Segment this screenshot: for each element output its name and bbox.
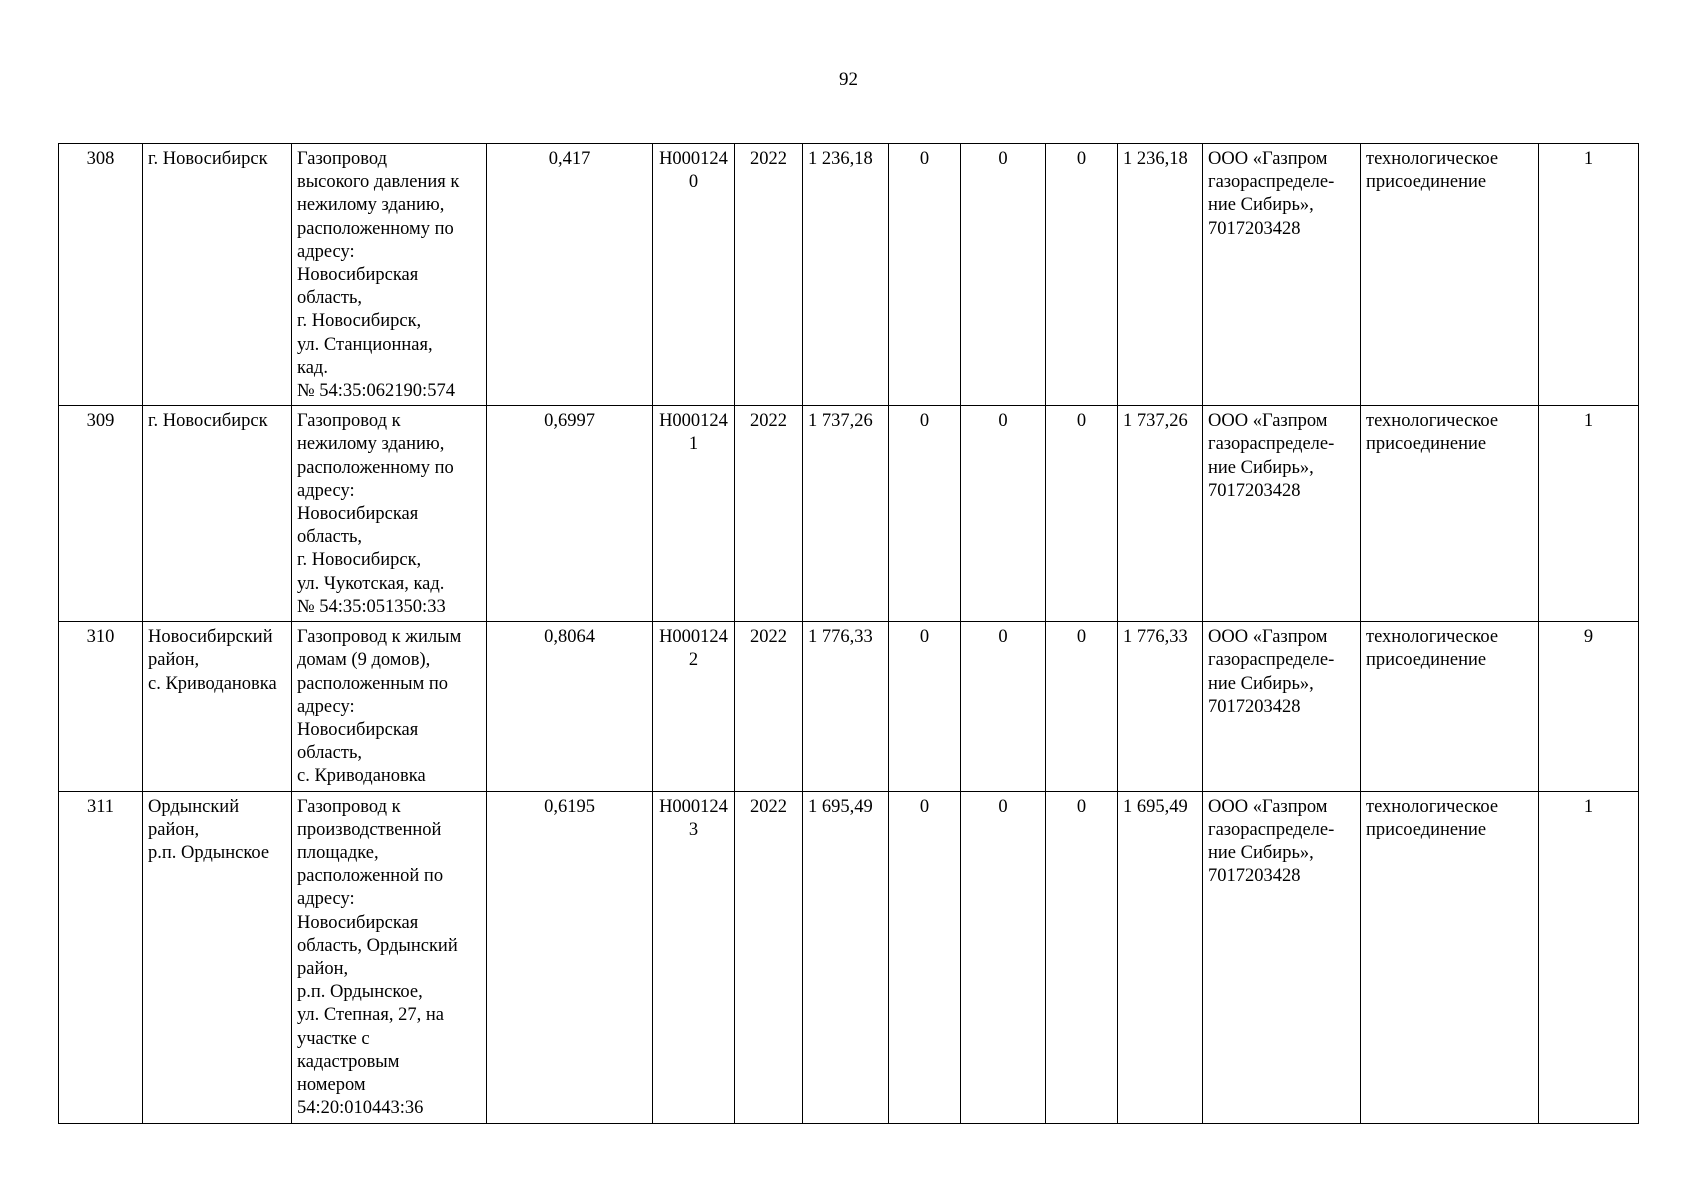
value-cell-1: 0 (889, 406, 961, 622)
count-cell: 1 (1539, 144, 1639, 406)
owner-cell: ООО «Газпром газораспределе- ние Сибирь», 7017203428 (1203, 144, 1361, 406)
location-cell: Ордынский район, р.п. Ордынское (143, 791, 292, 1123)
inventory-number-cell: Н000124 1 (653, 406, 735, 622)
value-cell-3: 0 (1046, 791, 1118, 1123)
total-cell: 1 236,18 (1118, 144, 1203, 406)
page-number: 92 (839, 69, 858, 90)
table-row (59, 791, 1639, 1123)
description-cell: Газопровод к производственной площадке, расположенной по адресу: Новосибирская область, Ордынский район, р.п. Ордынское, ул. Степная, 27, на участке с кадастровым номером 54:20:010443:36 (292, 791, 487, 1123)
value-cell-3: 0 (1046, 144, 1118, 406)
count-cell: 1 (1539, 791, 1639, 1123)
inventory-number-cell: Н000124 0 (653, 144, 735, 406)
description-cell: Газопровод высокого давления к нежилому зданию, расположенному по адресу: Новосибирская область, г. Новосибирск, ул. Станционная, кад. № 54:35:062190:574 (292, 144, 487, 406)
basis-cell: технологическое присоединение (1361, 622, 1539, 791)
year-cell: 2022 (735, 406, 803, 622)
cost-cell: 1 776,33 (803, 622, 889, 791)
description-cell: Газопровод к жилым домам (9 домов), расположенным по адресу: Новосибирская область, с. Криводановка (292, 622, 487, 791)
count-cell: 9 (1539, 622, 1639, 791)
length-cell: 0,6997 (487, 406, 653, 622)
length-cell: 0,417 (487, 144, 653, 406)
basis-cell: технологическое присоединение (1361, 144, 1539, 406)
owner-cell: ООО «Газпром газораспределе- ние Сибирь», 7017203428 (1203, 791, 1361, 1123)
owner-cell: ООО «Газпром газораспределе- ние Сибирь», 7017203428 (1203, 622, 1361, 791)
registry-table (58, 143, 1639, 1124)
inventory-number-cell: Н000124 2 (653, 622, 735, 791)
basis-cell: технологическое присоединение (1361, 791, 1539, 1123)
cost-cell: 1 695,49 (803, 791, 889, 1123)
value-cell-1: 0 (889, 622, 961, 791)
row-number: 311 (59, 791, 143, 1123)
value-cell-1: 0 (889, 144, 961, 406)
total-cell: 1 695,49 (1118, 791, 1203, 1123)
basis-cell: технологическое присоединение (1361, 406, 1539, 622)
cost-cell: 1 737,26 (803, 406, 889, 622)
value-cell-2: 0 (961, 622, 1046, 791)
owner-cell: ООО «Газпром газораспределе- ние Сибирь», 7017203428 (1203, 406, 1361, 622)
row-number: 309 (59, 406, 143, 622)
value-cell-3: 0 (1046, 406, 1118, 622)
length-cell: 0,8064 (487, 622, 653, 791)
length-cell: 0,6195 (487, 791, 653, 1123)
year-cell: 2022 (735, 144, 803, 406)
total-cell: 1 776,33 (1118, 622, 1203, 791)
table-row (59, 406, 1639, 622)
value-cell-1: 0 (889, 791, 961, 1123)
year-cell: 2022 (735, 622, 803, 791)
value-cell-2: 0 (961, 791, 1046, 1123)
row-number: 310 (59, 622, 143, 791)
location-cell: Новосибирский район, с. Криводановка (143, 622, 292, 791)
cost-cell: 1 236,18 (803, 144, 889, 406)
inventory-number-cell: Н000124 3 (653, 791, 735, 1123)
table-row (59, 622, 1639, 791)
location-cell: г. Новосибирск (143, 406, 292, 622)
value-cell-2: 0 (961, 406, 1046, 622)
location-cell: г. Новосибирск (143, 144, 292, 406)
total-cell: 1 737,26 (1118, 406, 1203, 622)
year-cell: 2022 (735, 791, 803, 1123)
row-number: 308 (59, 144, 143, 406)
description-cell: Газопровод к нежилому зданию, расположенному по адресу: Новосибирская область, г. Новосибирск, ул. Чукотская, кад. № 54:35:051350:33 (292, 406, 487, 622)
count-cell: 1 (1539, 406, 1639, 622)
value-cell-3: 0 (1046, 622, 1118, 791)
table-row (59, 144, 1639, 406)
value-cell-2: 0 (961, 144, 1046, 406)
